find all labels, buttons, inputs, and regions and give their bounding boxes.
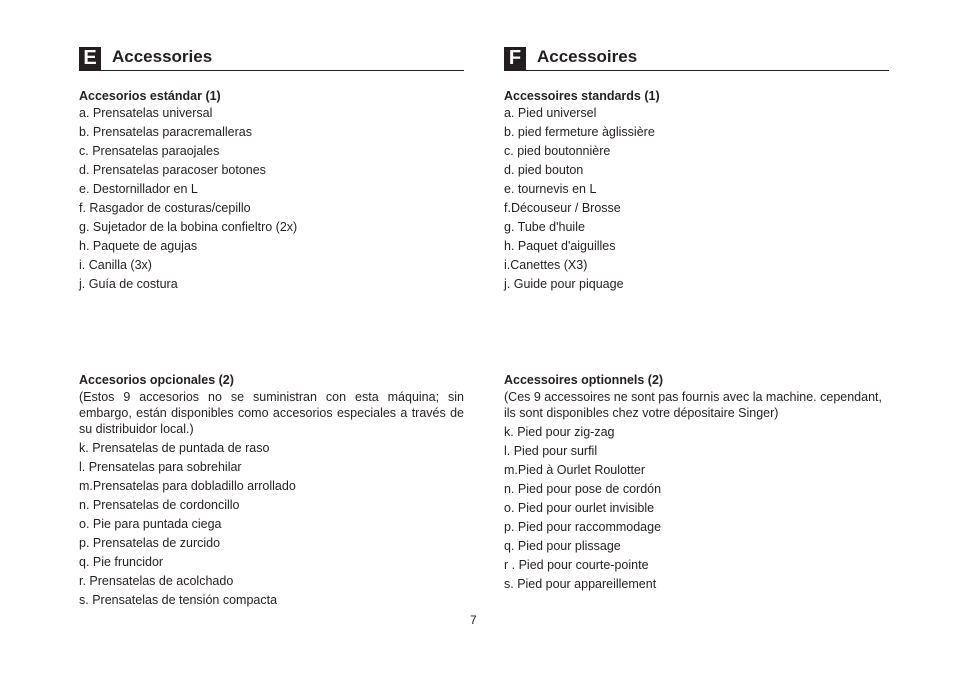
- section-title: Accessories: [112, 47, 213, 66]
- optional-accessories-heading: Accesorios opcionales (2): [79, 373, 234, 387]
- list-item: r. Prensatelas de acolchado: [79, 574, 234, 588]
- list-item: e. Destornillador en L: [79, 182, 198, 196]
- list-item: q. Pie fruncidor: [79, 555, 164, 569]
- standard-accessories-list: [504, 104, 889, 294]
- standard-accessories-heading: Accessoires standards (1): [504, 89, 660, 103]
- list-item: g. Tube d'huile: [504, 220, 585, 234]
- list-item: b. pied fermeture àglissière: [504, 125, 655, 139]
- list-item: m.Pied à Ourlet Roulotter: [504, 463, 646, 477]
- section-header: [79, 45, 464, 71]
- list-item: n. Prensatelas de cordoncillo: [79, 498, 240, 512]
- list-item: s. Prensatelas de tensión compacta: [79, 593, 278, 607]
- spanish-column: [79, 45, 464, 607]
- list-item: k. Pied pour zig-zag: [504, 425, 615, 439]
- list-item: g. Sujetador de la bobina confieltro (2x): [79, 220, 298, 234]
- list-item: m.Prensatelas para dobladillo arrollado: [79, 479, 296, 493]
- list-item: c. Prensatelas paraojales: [79, 144, 220, 158]
- list-item: b. Prensatelas paracremalleras: [79, 125, 252, 139]
- list-item: a. Pied universel: [504, 106, 597, 120]
- language-badge: F: [504, 47, 526, 70]
- optional-accessories-block: [504, 372, 889, 594]
- section-title: Accessoires: [537, 47, 638, 66]
- list-item: f.Découseur / Brosse: [504, 201, 621, 215]
- list-item: h. Paquete de agujas: [79, 239, 198, 253]
- optional-accessories-heading: Accessoires optionnels (2): [504, 373, 664, 387]
- french-column: [504, 45, 889, 591]
- list-item: l. Prensatelas para sobrehilar: [79, 460, 242, 474]
- list-item: d. Prensatelas paracoser botones: [79, 163, 266, 177]
- standard-accessories-list: [79, 104, 464, 294]
- list-item: f. Rasgador de costuras/cepillo: [79, 201, 251, 215]
- list-item: e. tournevis en L: [504, 182, 597, 196]
- list-item: d. pied bouton: [504, 163, 584, 177]
- optional-accessories-note: (Ces 9 accessoires ne sont pas fournis avec la machine. cependant, ils sont disponibles chez votre dépositaire Singer): [504, 390, 882, 420]
- language-badge: E: [79, 47, 101, 70]
- list-item: h. Paquet d'aiguilles: [504, 239, 616, 253]
- list-item: i. Canilla (3x): [79, 258, 152, 272]
- standard-accessories-heading: Accesorios estándar (1): [79, 89, 221, 103]
- list-item: r . Pied pour courte-pointe: [504, 558, 649, 572]
- list-item: p. Pied pour raccommodage: [504, 520, 662, 534]
- list-item: j. Guide pour piquage: [504, 277, 624, 291]
- list-item: c. pied boutonnière: [504, 144, 611, 158]
- optional-accessories-list: [504, 423, 889, 594]
- list-item: o. Pie para puntada ciega: [79, 517, 222, 531]
- optional-accessories-note: (Estos 9 accesorios no se suministran con esta máquina; sin embargo, están disponibles como accesorios especiales a través de su distribuidor local.): [79, 390, 464, 436]
- list-item: l. Pied pour surfil: [504, 444, 598, 458]
- optional-accessories-list: [79, 439, 464, 610]
- list-item: a. Prensatelas universal: [79, 106, 213, 120]
- list-item: n. Pied pour pose de cordón: [504, 482, 662, 496]
- list-item: i.Canettes (X3): [504, 258, 588, 272]
- section-header: [504, 45, 889, 71]
- list-item: s. Pied pour appareillement: [504, 577, 657, 591]
- list-item: o. Pied pour ourlet invisible: [504, 501, 655, 515]
- page-number: 7: [470, 613, 477, 627]
- list-item: p. Prensatelas de zurcido: [79, 536, 221, 550]
- list-item: q. Pied pour plissage: [504, 539, 621, 553]
- optional-accessories-block: [79, 372, 464, 610]
- list-item: k. Prensatelas de puntada de raso: [79, 441, 270, 455]
- list-item: j. Guía de costura: [79, 277, 178, 291]
